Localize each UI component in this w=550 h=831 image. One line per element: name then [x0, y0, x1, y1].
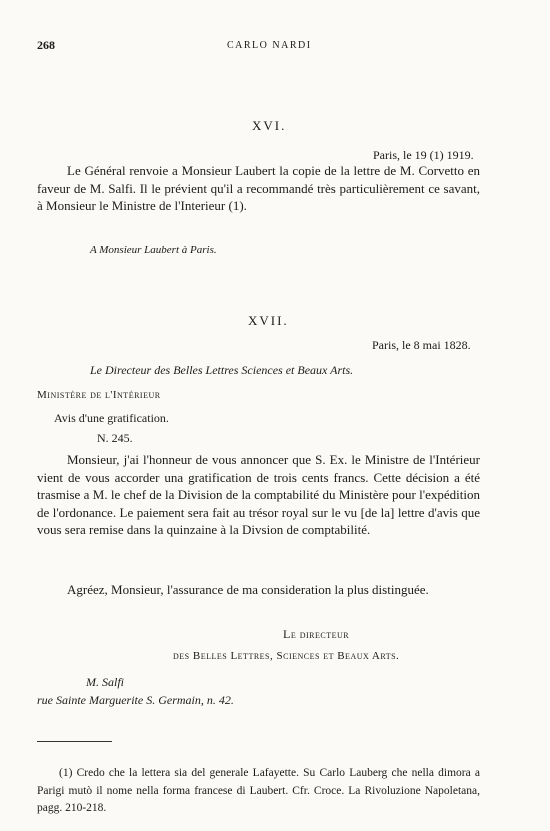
letter-number-xvi: XVI.	[252, 118, 287, 133]
recipient-name: M. Salfi	[86, 675, 124, 689]
signature-title: Le directeur	[283, 627, 350, 641]
running-head: CARLO NARDI	[227, 40, 312, 51]
footnote: (1) Credo che la lettera sia del generale Lafayette. Su Carlo Lauberg che nella dimora a Parigi mutò il nome nella forma francese di Laubert. Cfr. Croce. La Rivoluzione Napoletana, pagg. 210-218.	[37, 767, 480, 814]
page-header	[37, 38, 497, 54]
letter-xvii-paragraph-2: Agréez, Monsieur, l'assurance de ma consideration la plus distinguée.	[67, 582, 429, 597]
letter-xvi-body: Le Général renvoie a Monsieur Laubert la copie de la lettre de M. Corvetto en faveur de M. Salfi. Il le prévient qu'il a recommandé très particulièrement ce savant, à Monsieur le Ministre de l'Interieur (1).	[37, 163, 480, 213]
letter-xvii-dateline: Paris, le 8 mai 1828.	[372, 338, 471, 352]
reference-number: N. 245.	[97, 431, 133, 445]
page-number: 268	[37, 38, 55, 52]
letter-xvi-dateline: Paris, le 19 (1) 1919.	[373, 148, 474, 162]
ministry-heading: Ministère de l'Intérieur	[37, 389, 161, 401]
letter-xvii-paragraph-1: Monsieur, j'ai l'honneur de vous annoncer que S. Ex. le Ministre de l'Intérieur vient de vous accorder una gratification de trois cents francs. Cette décision a été trasmise a M. le chef de la Division de la comptabilité du Ministère pour l'expédition de l'ordonance. Le paiement sera fait au trésor royal sur le vu [de la] lettre d'avis que vous sera remise dans la quinzaine à la Divsion de comptabilité.	[37, 452, 480, 537]
signature-department: des Belles Lettres, Sciences et Beaux Arts.	[173, 650, 400, 662]
letter-number-xvii: XVII.	[248, 313, 289, 328]
recipient-address: rue Sainte Marguerite S. Germain, n. 42.	[37, 693, 234, 707]
footnote-divider	[37, 741, 112, 742]
subject-line: Avis d'une gratification.	[54, 411, 169, 425]
letter-xvii-sender: Le Directeur des Belles Lettres Sciences et Beaux Arts.	[90, 363, 354, 377]
letter-xvi-address: A Monsieur Laubert à Paris.	[90, 244, 217, 256]
